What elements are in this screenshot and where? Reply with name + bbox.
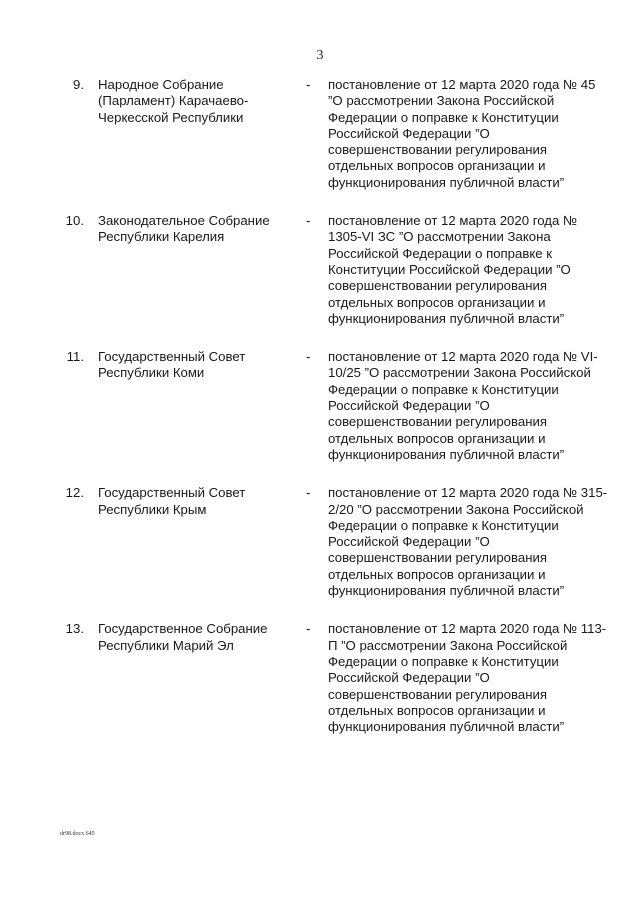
- list-item: [0, 77, 640, 191]
- entry-decree: постановление от 12 марта 2020 года № 315-2/20 ”О рассмотрении Закона Российской Федерации о поправке к Конституции Российской Федерации ”О совершенствовании регулирования отдельных вопросов организации и функционирования публичной власти”: [328, 485, 608, 599]
- page-number: 3: [316, 48, 324, 63]
- entry-dash: -: [306, 621, 311, 637]
- entry-dash: -: [306, 349, 311, 365]
- entry-dash: -: [306, 213, 311, 229]
- entry-organization: Законодательное Собрание Республики Карелия: [98, 213, 270, 245]
- entry-decree: постановление от 12 марта 2020 года № 45 ”О рассмотрении Закона Российской Федерации о поправке к Конституции Российской Федерации ”О совершенствовании регулирования отдельных вопросов организации и функционирования публичной власти”: [328, 77, 596, 190]
- entries-list: [0, 77, 640, 757]
- entry-organization: Государственный Совет Республики Крым: [98, 485, 246, 517]
- entry-number: 9.: [73, 77, 84, 92]
- entry-dash: -: [306, 485, 311, 501]
- entry-number: 12.: [65, 485, 84, 501]
- entry-decree: постановление от 12 марта 2020 года № 113-П ”О рассмотрении Закона Российской Федерации о поправке к Конституции Российской Федерации ”О совершенствовании регулирования отдельных вопросов организации и функционирования публичной власти”: [328, 621, 607, 735]
- footer-filename: dr98.docx 645: [60, 831, 95, 837]
- entry-decree: постановление от 12 марта 2020 года № VI-10/25 ”О рассмотрении Закона Российской Федерации о поправке к Конституции Российской Федерации ”О совершенствовании регулирования отдельных вопросов организации и функционирования публичной власти”: [328, 349, 598, 462]
- list-item: [0, 485, 640, 599]
- entry-number: 13.: [65, 621, 84, 637]
- entry-number: 11.: [66, 349, 84, 365]
- entry-organization: Государственное Собрание Республики Марий Эл: [98, 621, 268, 653]
- list-item: [0, 213, 640, 327]
- list-item: [0, 349, 640, 463]
- entry-organization: Государственный Совет Республики Коми: [98, 349, 246, 381]
- entry-number: 10.: [65, 213, 84, 229]
- entry-organization: Народное Собрание (Парламент) Карачаево-Черкесской Республики: [98, 77, 249, 125]
- list-item: [0, 621, 640, 735]
- entry-dash: -: [306, 77, 311, 92]
- entry-decree: постановление от 12 марта 2020 года № 1305-VI ЗС ”О рассмотрении Закона Российской Федерации о поправке к Конституции Российской Федерации ”О совершенствовании регулирования отдельных вопросов организации и функционирования публичной власти”: [328, 213, 578, 326]
